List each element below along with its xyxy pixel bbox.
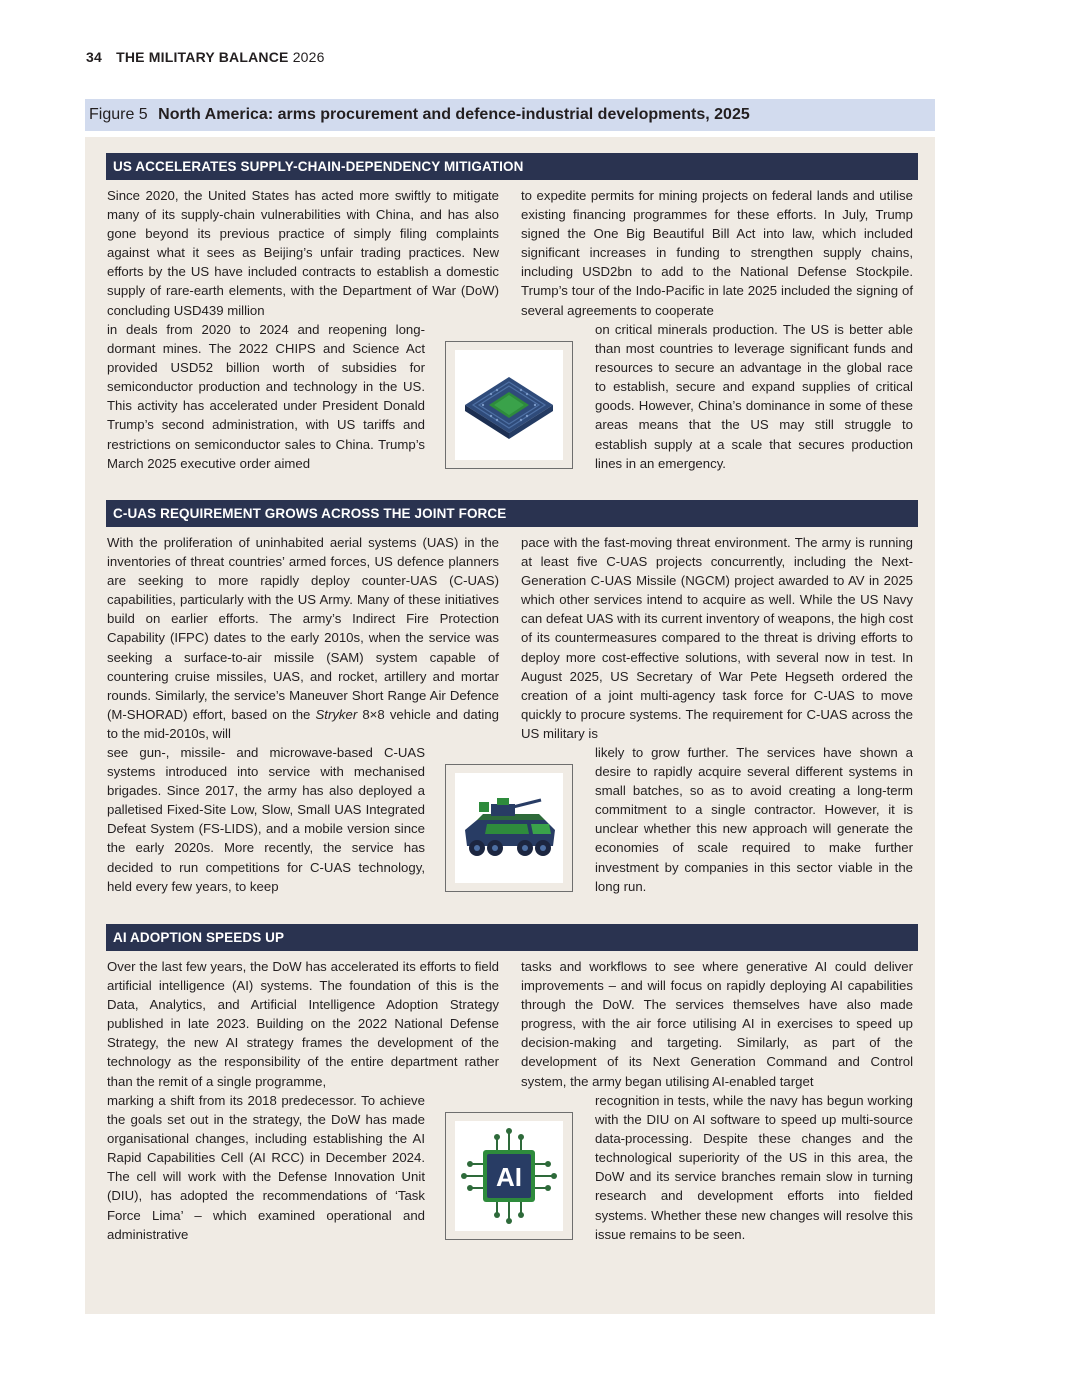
figure-caption-bar [85, 99, 935, 131]
figure-title: North America: arms procurement and defence-industrial developments, 2025 [158, 106, 750, 123]
section-heading: C-UAS REQUIREMENT GROWS ACROSS THE JOINT FORCE [106, 500, 918, 527]
ai-chip-label: AI [496, 1162, 522, 1192]
section-text-right-lower: on critical minerals production. The US is better able than most countries to leverage significant funds and resources to secure an advantage in the global race to establish, secure and expand supplies of critical goods. However, China’s dominance in some of these areas means that the US may still struggle to establish supply at a scale that secures production lines in an emergency. [595, 322, 913, 471]
section-heading: AI ADOPTION SPEEDS UP [106, 924, 918, 951]
section-supply-chain [107, 153, 918, 471]
text-run: With the proliferation of uninhabited aerial systems (UAS) in the inventories of threat countries’ armed forces, US defence planners are seeking to more rapidly deploy counter-UAS (C-UAS) capabilities, particularly with the US Army. Many of these initiatives build on earlier efforts. The army’s Indirect Fire Protection Capability (IFPC) dates to the early 2010s, when the service was seeking a surface-to-air missile (SAM) system capable of countering cruise missiles, UAS, and rocket, artillery and mortar rounds. Similarly, the service’s Maneuver Short Range Air Defence (M-SHORAD) effort, based on the [107, 535, 499, 722]
armoured-vehicle-icon [457, 786, 561, 870]
section-heading: US ACCELERATES SUPPLY-CHAIN-DEPENDENCY MITIGATION [106, 153, 918, 180]
section-text-right: tasks and workflows to see where generative AI could deliver improvements – and will focus on rapidly deploying AI capabilities through the DoW. The services themselves have also made progress, with the air force utilising AI in exercises to speed up decision-making and targeting. Similarly, as part of the development of its Next Generation Command and Control system, the army began utilising AI-enabled target [521, 959, 913, 1089]
section-text-right-lower: recognition in tests, while the navy has begun working with the DIU on AI software to speed up multi-source data-processing. Despite these changes and the technological superiority of the US in this area, the DoW and its service branches remain slow in turning research and development efforts into fielded systems. Whether these new changes will resolve this issue remains to be seen. [595, 1093, 913, 1242]
section-text-right: pace with the fast-moving threat environment. The army is running at least five C-UAS projects concurrently, including the Next-Generation C-UAS Missile (NGCM) project awarded to AV in 2025 which other services intend to acquire as well. While the US Navy can defeat UAS with its current inventory of weapons, the high cost of its countermeasures compared to the threat is driving efforts to deploy more cost-effective solutions, with several now in test. In August 2025, US Secretary of War Pete Hegseth ordered the creation of a joint multi-agency task force for C-UAS to move quickly to procure systems. The requirement for C-UAS across the US military is [521, 535, 913, 741]
ai-chip-image [445, 1112, 573, 1240]
running-head [86, 49, 325, 65]
figure-number: Figure 5 [89, 106, 148, 123]
page-number: 34 [86, 49, 102, 65]
section-text-left-lower: marking a shift from its 2018 predecessor. To achieve the goals set out in the strategy, the DoW has made organisational changes, including establishing the AI Rapid Capabilities Cell (AI RCC) in December 2024. The cell will work with the Defense Innovation Unit (DIU), has adopted the recommendations of ‘Task Force Lima’ – which examined operational and administrative [107, 1093, 425, 1242]
vehicle-name: Stryker [315, 706, 358, 722]
armoured-vehicle-image [445, 764, 573, 892]
publication-title: THE MILITARY BALANCE [116, 49, 289, 65]
microchip-image [445, 341, 573, 469]
microchip-icon [459, 365, 559, 445]
publication-year: 2026 [292, 49, 325, 65]
section-text-left [107, 533, 499, 743]
figure-panel [85, 137, 935, 1314]
section-text-left: Since 2020, the United States has acted more swiftly to mitigate many of its supply-chain vulnerabilities with China, and has also gone beyond its previous practice of simply filing complaints against what it sees as Beijing’s unfair trading practices. New efforts by the US have included contracts to establish a domestic supply of rare-earth elements, with the Department of War (DoW) concluding USD439 million [107, 188, 499, 318]
section-ai-adoption [107, 924, 918, 1242]
ai-chip-icon [459, 1126, 559, 1226]
section-text-left: Over the last few years, the DoW has accelerated its efforts to field artificial intelligence (AI) systems. The foundation of this is the Data, Analytics, and Artificial Intelligence Adoption Strategy published in late 2023. Building on the 2022 National Defense Strategy, the new AI strategy frames the development of the technology as the responsibility of the entire department rather than the remit of a single programme, [107, 959, 499, 1089]
section-text-right: to expedite permits for mining projects on federal lands and utilise existing financing programmes for these efforts. In July, Trump signed the One Big Beautiful Bill Act into law, which included significant increases in funding to strengthen supply chains, including USD2bn to add to the National Defense Stockpile. Trump’s tour of the Indo-Pacific in late 2025 included the signing of several agreements to cooperate [521, 188, 913, 318]
section-text-left-lower: see gun-, missile- and microwave-based C-UAS systems introduced into service with mechanised brigades. Since 2017, the army has also deployed a palletised Fixed-Site Low, Slow, Small UAS Integrated Defeat System (FS-LIDS), and a mobile version since the early 2020s. More recently, the service has decided to run competitions for C-UAS technology, held every few years, to keep [107, 745, 425, 894]
section-c-uas [107, 500, 918, 894]
text-run: 8×8 vehicle and dating to the mid-2010s, will [107, 706, 499, 741]
section-text-left-lower: in deals from 2020 to 2024 and reopening long-dormant mines. The 2022 CHIPS and Science Act provided USD52 billion worth of subsidies for semiconductor production and technology in the US. This activity has accelerated under President Donald Trump’s second administration, with US tariffs and restrictions on semiconductor sales to China. Trump’s March 2025 executive order aimed [107, 322, 425, 471]
section-text-right-lower: likely to grow further. The services have shown a desire to rapidly acquire several different systems in small batches, so as to avoid creating a long-term commitment to a single contractor. However, it is unclear whether this new approach will generate the economies of scale required to make further investment by companies in this sector viable in the long run. [595, 745, 913, 894]
